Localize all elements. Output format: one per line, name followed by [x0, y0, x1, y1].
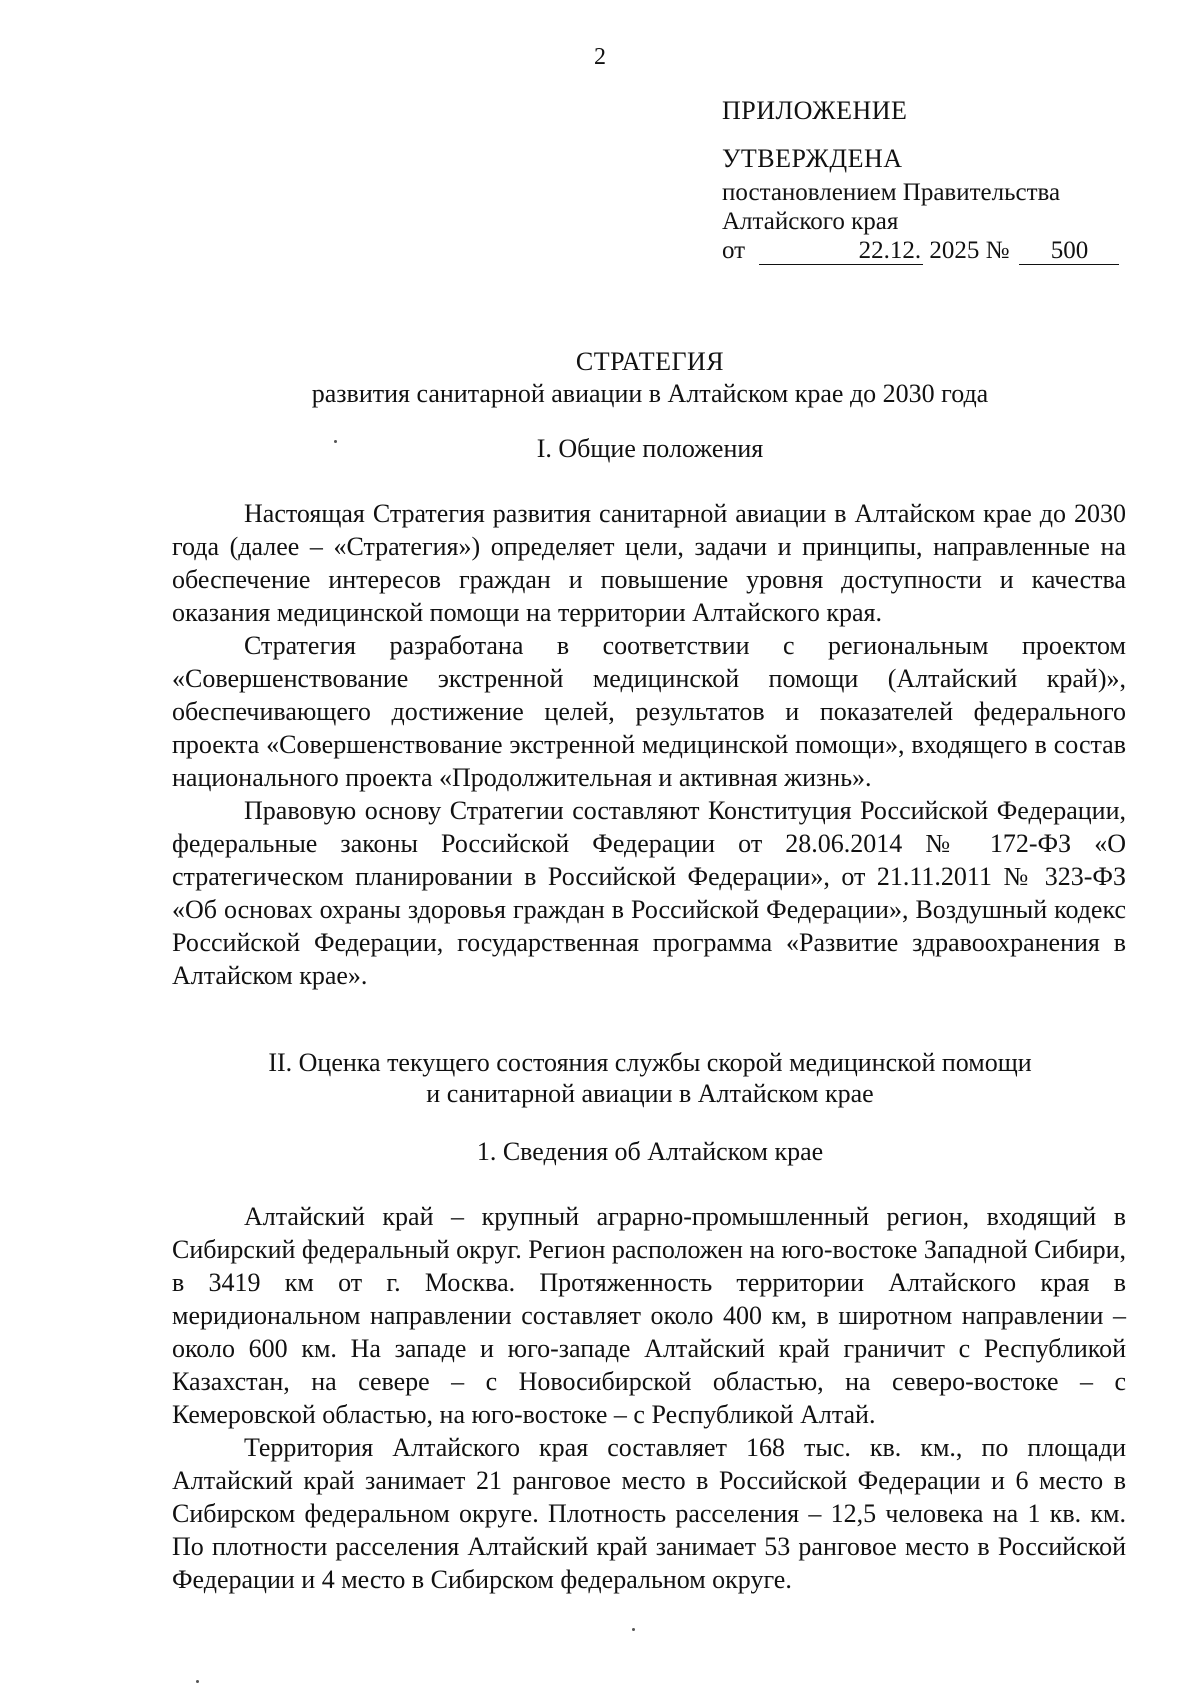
approval-date: 22.12. [759, 238, 923, 265]
section-heading-region: 1. Сведения об Алтайском крае [476, 1137, 824, 1166]
scan-speck [196, 1680, 199, 1683]
paragraph: Настоящая Стратегия развития санитарной авиации в Алтайском крае до 2030 года (далее – «Стратегия») определяет цели, задачи и принципы, направленные на обеспечение интересов граждан и повышение уровня доступности и качества оказания медицинской помощи на территории Алтайского края. [172, 499, 1126, 627]
approval-year: 2025 № [929, 237, 1010, 264]
region-info-text [172, 1200, 1126, 1596]
paragraph: Правовую основу Стратегии составляют Конституция Российской Федерации, федеральные законы Российской Федерации от 28.06.2014 № 172-ФЗ «О стратегическом планировании в Российской Федерации», от 21.11.2011 № 323-ФЗ «Об основах охраны здоровья граждан в Российской Федерации», Воздушный кодекс Российской Федерации, государственная программа «Развитие здравоохранения в Алтайском крае». [172, 796, 1126, 990]
paragraph: Алтайский край – крупный аграрно-промышленный регион, входящий в Сибирский федеральный округ. Регион расположен на юго-востоке Западной Сибири, в 3419 км от г. Москва. Протяженность территории Алтайского края в меридиональном направлении составляет около 400 км, в широтном направлении – около 600 км. На западе и юго-западе Алтайский край граничит с Республикой Казахстан, на севере – с Новосибирской областью, на северо-востоке – с Кемеровской областью, на юго-востоке – с Республикой Алтай. [172, 1202, 1126, 1429]
page-number: 2 [594, 44, 606, 70]
document-title [0, 346, 1200, 410]
approval-block [722, 96, 1142, 265]
heading-line: II. Оценка текущего состояния службы скорой медицинской помощи [268, 1048, 1032, 1077]
scan-speck [334, 440, 337, 443]
section-heading-assessment [0, 1047, 1200, 1109]
general-provisions-text [172, 497, 1126, 992]
title-main: СТРАТЕГИЯ [575, 347, 725, 376]
approval-number: 500 [1019, 238, 1119, 265]
paragraph: Территория Алтайского края составляет 168 тыс. кв. км., по площади Алтайский край занимает 21 ранговое место в Российской Федерации и 6 место в Сибирском федеральном округе. Плотность расселения – 12,5 человека на 1 кв. км. По плотности расселения Алтайский край занимает 53 ранговое место в Российской Федерации и 4 место в Сибирском федеральном округе. [172, 1433, 1126, 1594]
section-heading-general: I. Общие положения [536, 434, 764, 463]
approved-label: УТВЕРЖДЕНА [722, 144, 903, 173]
title-subtitle: развития санитарной авиации в Алтайском крае до 2030 года [311, 379, 989, 408]
approval-line-1: постановлением Правительства [722, 179, 1061, 206]
from-label: от [722, 237, 746, 264]
paragraph: Стратегия разработана в соответствии с региональным проектом «Совершенствование экстренной медицинской помощи (Алтайский край)», обеспечивающего достижение целей, результатов и показателей федерального проекта «Совершенствование экстренной медицинской помощи», входящего в состав национального проекта «Продолжительная и активная жизнь». [172, 631, 1126, 792]
scan-speck [632, 1628, 635, 1631]
approval-line-2: Алтайского края [722, 208, 899, 235]
heading-line: и санитарной авиации в Алтайском крае [426, 1079, 874, 1108]
approval-date-line [722, 236, 1142, 265]
appendix-label: ПРИЛОЖЕНИЕ [722, 96, 908, 125]
